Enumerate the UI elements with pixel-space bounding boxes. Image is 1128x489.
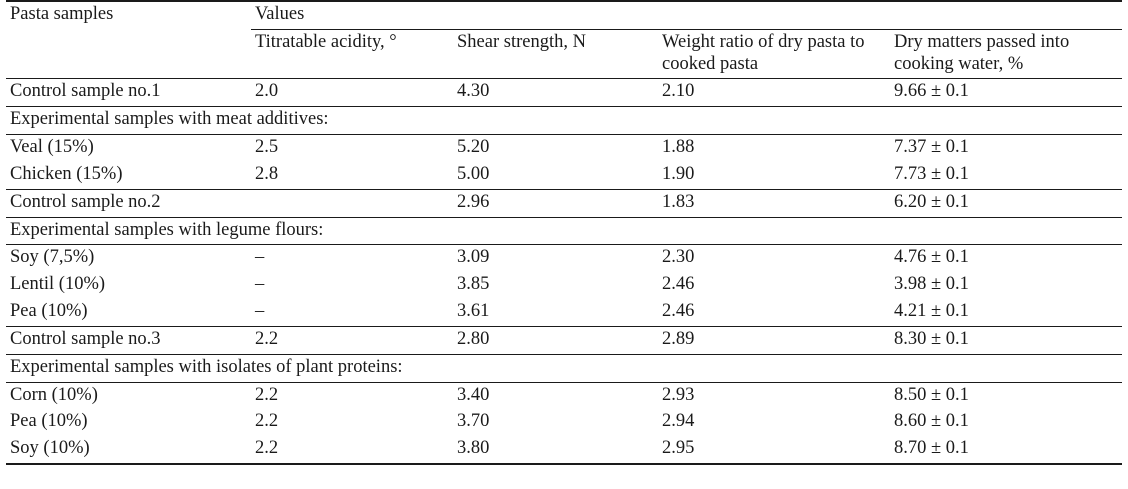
table-row	[6, 382, 1122, 409]
header-col-titratable-acidity: Titratable acidity, °	[251, 29, 453, 79]
header-row-group	[6, 1, 1122, 29]
cell-dry-matters: 9.66 ± 0.1	[890, 79, 1122, 107]
header-pasta-samples: Pasta samples	[6, 1, 251, 79]
cell-weight-ratio: 2.93	[658, 382, 890, 409]
row-label: Control sample no.1	[6, 79, 251, 107]
cell-weight-ratio: 2.95	[658, 436, 890, 464]
row-label: Pea (10%)	[10, 411, 88, 432]
cell-weight-ratio: 2.46	[662, 301, 695, 322]
header-col-weight-ratio: Weight ratio of dry pasta to cooked pasta	[658, 29, 890, 79]
header-col-shear-strength: Shear strength, N	[453, 29, 658, 79]
cell-shear-strength: 3.85	[457, 274, 490, 295]
cell-titratable-acidity: 2.2	[251, 382, 453, 409]
cell-dry-matters: 8.70 ± 0.1	[890, 436, 1122, 464]
table-row	[6, 409, 1122, 436]
cell-weight-ratio: 1.90	[662, 163, 695, 184]
row-label: Soy (7,5%)	[6, 245, 251, 272]
row-label: Soy (10%)	[6, 436, 251, 464]
header-values-group: Values	[251, 1, 1122, 29]
cell-shear-strength: 3.70	[457, 411, 490, 432]
cell-titratable-acidity	[251, 189, 453, 217]
table-row	[6, 79, 1122, 107]
table-row	[6, 245, 1122, 272]
cell-titratable-acidity: 2.2	[255, 411, 279, 432]
table-body	[6, 79, 1122, 464]
cell-dry-matters: 7.37 ± 0.1	[890, 135, 1122, 162]
pasta-quality-table	[6, 0, 1122, 465]
cell-titratable-acidity: 2.8	[255, 163, 279, 184]
cell-titratable-acidity: 2.2	[251, 436, 453, 464]
cell-weight-ratio: 1.83	[658, 189, 890, 217]
cell-shear-strength: 3.09	[453, 245, 658, 272]
cell-shear-strength: 3.80	[453, 436, 658, 464]
cell-weight-ratio: 1.88	[658, 135, 890, 162]
table-row	[6, 272, 1122, 299]
row-label: Corn (10%)	[6, 382, 251, 409]
section-header-row	[6, 354, 1122, 382]
cell-dry-matters: 4.76 ± 0.1	[890, 245, 1122, 272]
cell-titratable-acidity: –	[255, 301, 265, 322]
section-label-legume-flours: Experimental samples with legume flours:	[6, 217, 1122, 245]
cell-titratable-acidity: 2.2	[251, 326, 453, 354]
cell-dry-matters: 3.98 ± 0.1	[894, 274, 969, 295]
cell-shear-strength: 2.80	[453, 326, 658, 354]
row-label: Control sample no.3	[6, 326, 251, 354]
cell-dry-matters: 6.20 ± 0.1	[890, 189, 1122, 217]
cell-titratable-acidity: 2.5	[251, 135, 453, 162]
cell-weight-ratio: 2.89	[658, 326, 890, 354]
cell-titratable-acidity: –	[251, 245, 453, 272]
cell-dry-matters: 7.73 ± 0.1	[894, 163, 969, 184]
cell-shear-strength: 5.20	[453, 135, 658, 162]
cell-shear-strength: 5.00	[457, 163, 490, 184]
row-label: Control sample no.2	[6, 189, 251, 217]
cell-titratable-acidity: 2.0	[251, 79, 453, 107]
cell-dry-matters: 8.60 ± 0.1	[894, 411, 969, 432]
table-row	[6, 326, 1122, 354]
cell-dry-matters: 8.50 ± 0.1	[890, 382, 1122, 409]
cell-shear-strength: 4.30	[453, 79, 658, 107]
cell-weight-ratio: 2.94	[662, 411, 695, 432]
table-row	[6, 135, 1122, 162]
section-label-meat-additives: Experimental samples with meat additives:	[6, 107, 1122, 135]
section-header-row	[6, 107, 1122, 135]
cell-dry-matters: 8.30 ± 0.1	[890, 326, 1122, 354]
cell-shear-strength: 3.61	[457, 301, 490, 322]
header-col-dry-matters: Dry matters passed into cooking water, %	[890, 29, 1122, 79]
table-row	[6, 436, 1122, 464]
table-header	[6, 1, 1122, 79]
cell-weight-ratio: 2.46	[662, 274, 695, 295]
section-header-row	[6, 217, 1122, 245]
table-row	[6, 162, 1122, 189]
table-row	[6, 189, 1122, 217]
cell-shear-strength: 2.96	[453, 189, 658, 217]
cell-titratable-acidity: –	[255, 274, 265, 295]
row-label: Lentil (10%)	[10, 274, 106, 295]
cell-dry-matters: 4.21 ± 0.1	[894, 301, 969, 322]
table-row	[6, 299, 1122, 326]
row-label: Pea (10%)	[10, 301, 88, 322]
cell-shear-strength: 3.40	[453, 382, 658, 409]
cell-weight-ratio: 2.10	[658, 79, 890, 107]
section-label-plant-protein-isolates: Experimental samples with isolates of plant proteins:	[6, 354, 1122, 382]
cell-weight-ratio: 2.30	[658, 245, 890, 272]
row-label: Veal (15%)	[6, 135, 251, 162]
row-label: Chicken (15%)	[10, 163, 123, 184]
